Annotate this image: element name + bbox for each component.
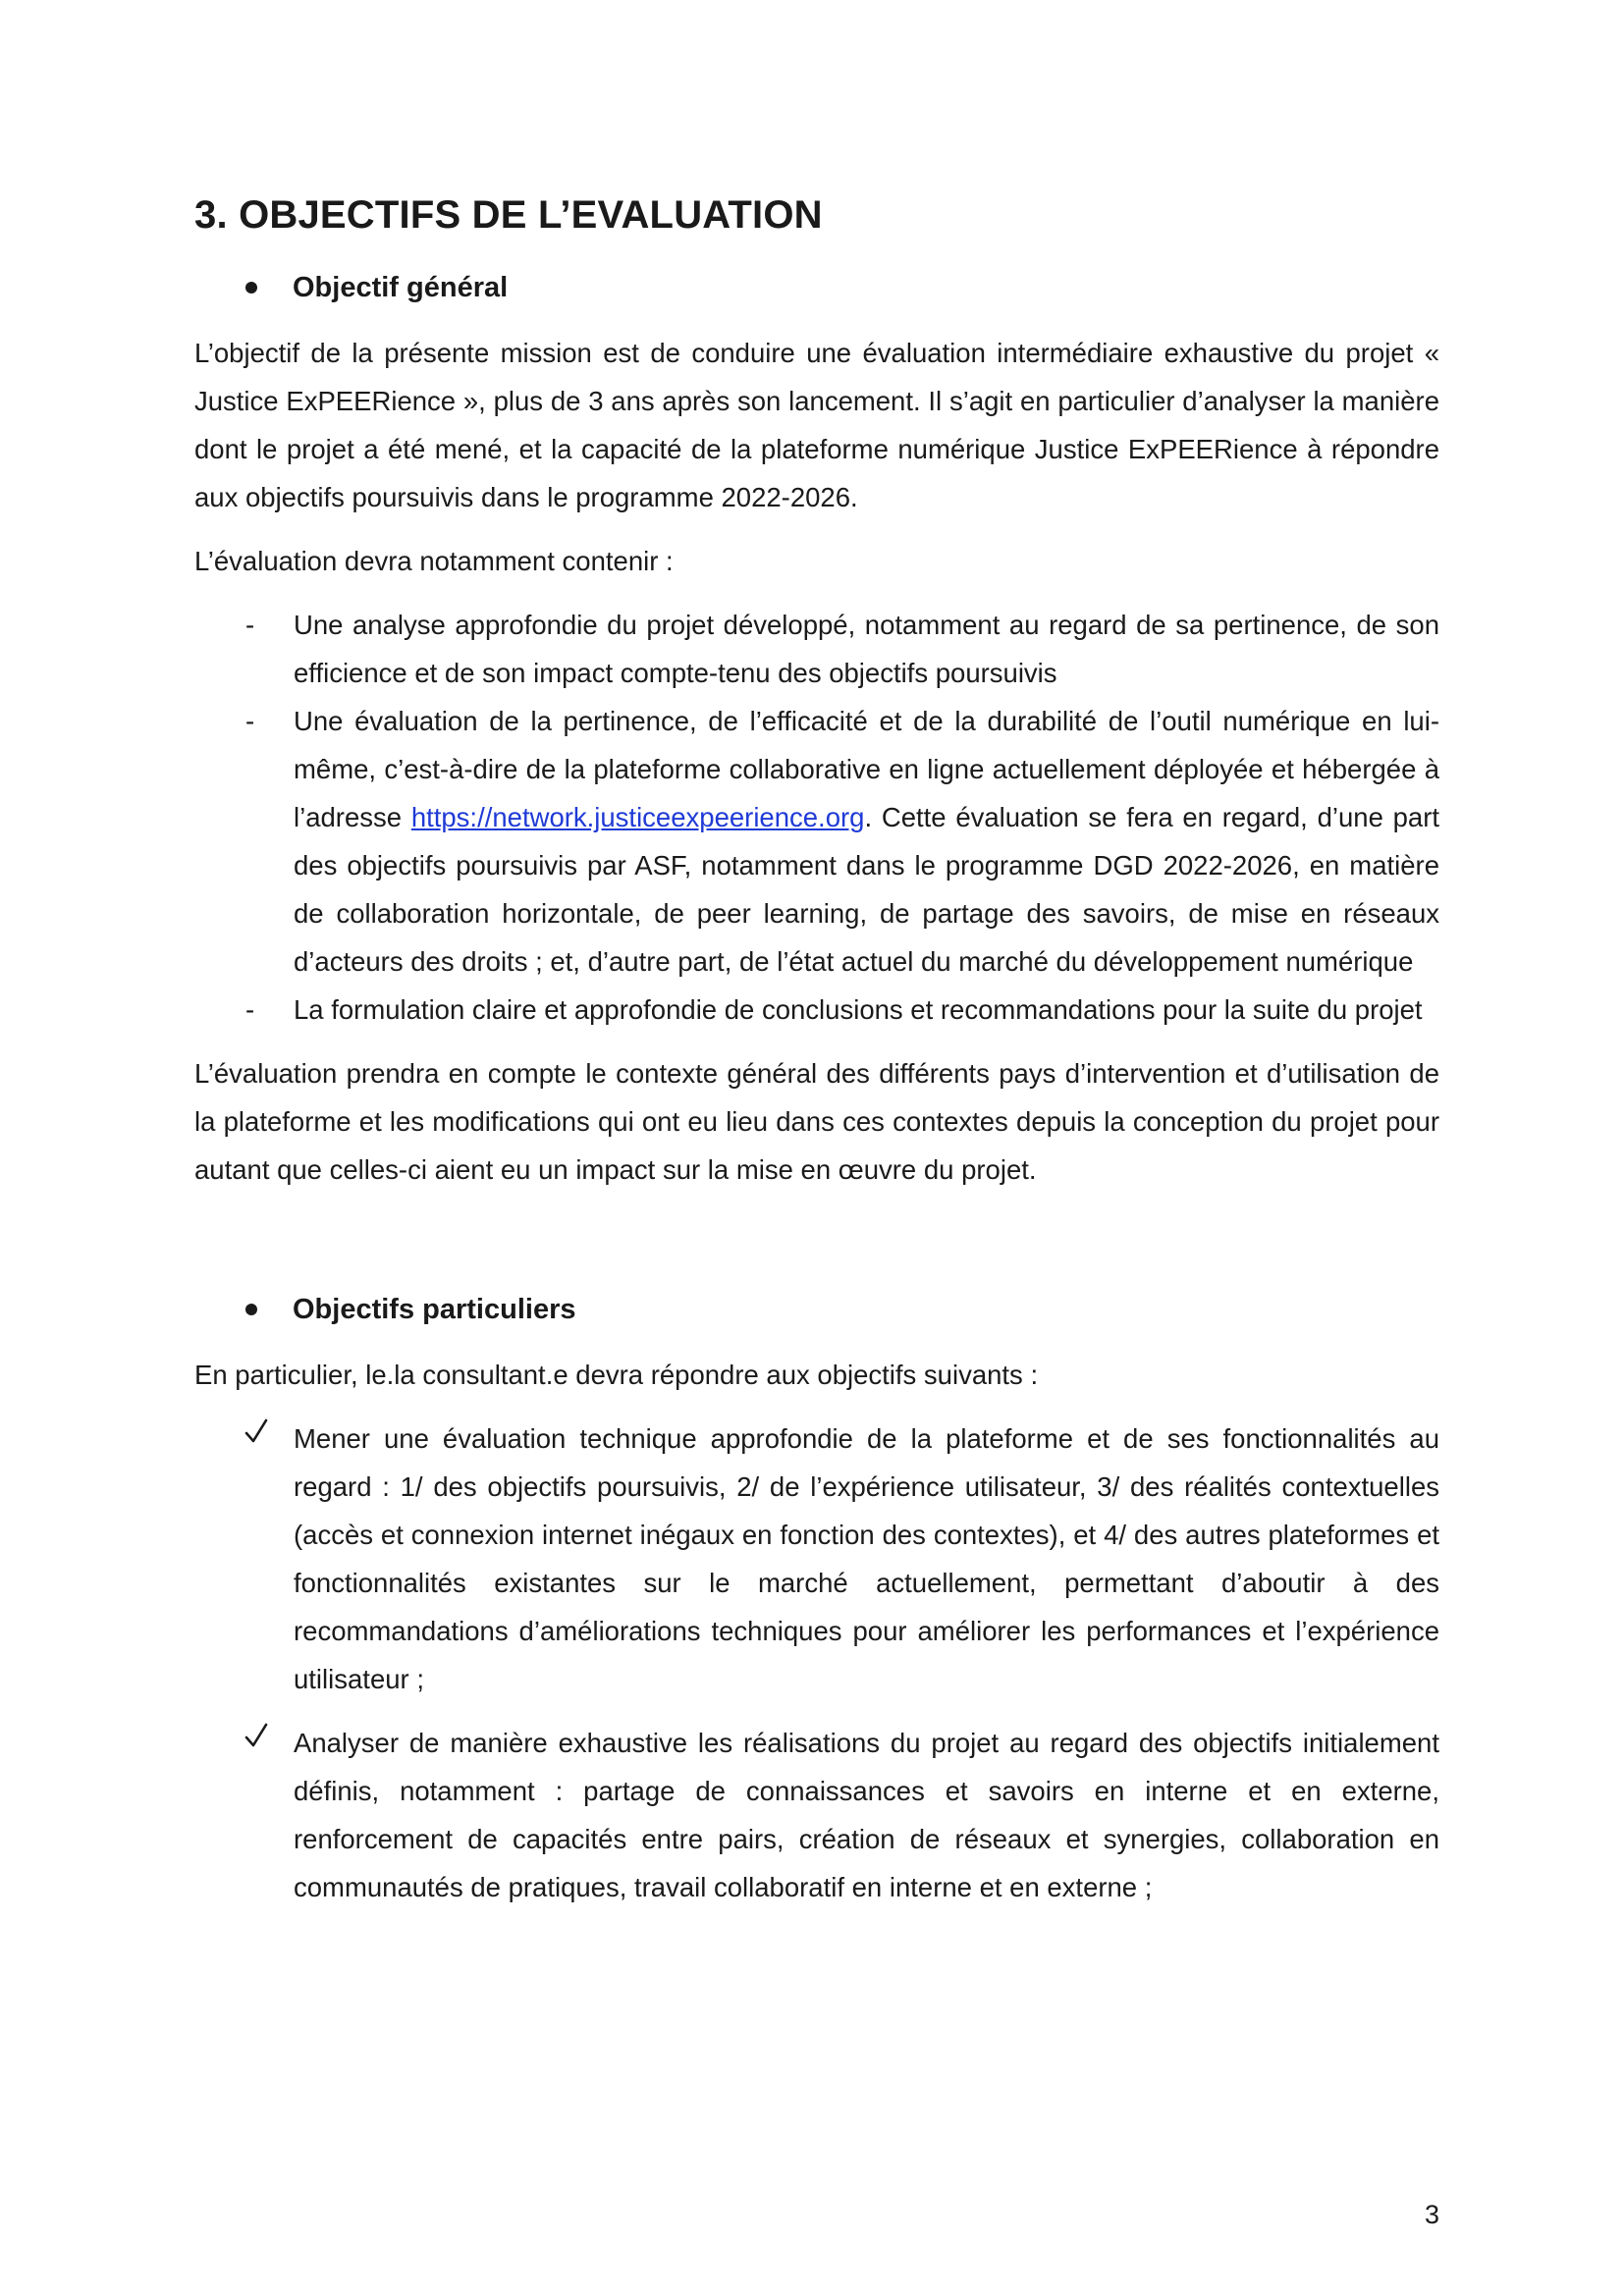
list-item — [194, 1719, 1439, 1911]
list-item — [194, 697, 1439, 986]
list-item-text: Mener une évaluation technique approfondie de la plateforme et de ses fonctionnalités au regard : 1/ des objectifs poursuivis, 2/ de l’expérience utilisateur, 3/ des réalités contextuelles (accès et connexion internet inégaux en fonction des contextes), et 4/ des autres plateformes et fonctionnalités existantes sur le marché actuellement, permettant d’aboutir à des recommandations d’améliorations techniques pour améliorer les performances et l’expérience utilisateur ; — [294, 1423, 1439, 1694]
general-intro-paragraph: L’objectif de la présente mission est de conduire une évaluation intermédiaire exhaustive du projet « Justice ExPEERience », plus de 3 ans après son lancement. Il s’agit en particulier d’analyser la manière dont le projet a été mené, et la capacité de la plateforme numérique Justice ExPEERience à répondre aux objectifs poursuivis dans le programme 2022-2026. — [194, 338, 1439, 512]
particular-objectives-heading — [245, 1290, 1439, 1329]
particular-lead-paragraph: En particulier, le.la consultant.e devra répondre aux objectifs suivants : — [194, 1360, 1039, 1390]
list-item — [194, 986, 1439, 1034]
page-number: 3 — [1424, 2200, 1439, 2229]
checkmark-icon — [244, 1416, 269, 1446]
platform-url-link[interactable]: https://network.justiceexpeerience.org — [410, 802, 865, 832]
list-item-text-after-link: . Cette évaluation se fera en regard, d’une part des objectifs poursuivis par ASF, notamment dans le programme DGD 2022-2026, en matière de collaboration horizontale, de peer learning, de partage des savoirs, de mise en réseaux d’acteurs des droits ; et, d’autre part, de l’état actuel du marché du développement numérique — [294, 802, 1439, 977]
particular-items-list — [194, 1415, 1439, 1911]
document-page — [194, 191, 1439, 1927]
list-item-text: Une analyse approfondie du projet développé, notamment au regard de sa pertinence, de son efficience et de son impact compte-tenu des objectifs poursuivis — [294, 610, 1439, 688]
bullet-dot-icon — [245, 1304, 257, 1315]
list-item-text-before-link: Une évaluation de la pertinence, de l’efficacité et de la durabilité de l’outil numérique en lui-même, c’est-à-dire de la plateforme collaborative en ligne actuellement déployée et hébergée à l’adresse — [294, 706, 1439, 832]
particular-objectives-heading-text: Objectifs particuliers — [293, 1294, 576, 1325]
general-lead-paragraph: L’évaluation devra notamment contenir : — [194, 546, 674, 576]
section-spacer — [194, 1209, 1439, 1290]
section-title: 3. OBJECTIFS DE L’EVALUATION — [194, 193, 823, 237]
general-objective-heading-text: Objectif général — [293, 272, 509, 303]
general-items-list — [194, 601, 1439, 1034]
dash-marker: - — [245, 610, 255, 640]
list-item-text: La formulation claire et approfondie de conclusions et recommandations pour la suite du projet — [294, 994, 1423, 1025]
list-item — [194, 1415, 1439, 1703]
general-closing-paragraph: L’évaluation prendra en compte le contexte général des différents pays d’intervention et d’utilisation de la plateforme et les modifications qui ont eu lieu dans ces contextes depuis la conception du projet pour autant que celles-ci aient eu un impact sur la mise en œuvre du projet. — [194, 1058, 1439, 1185]
dash-marker: - — [245, 994, 255, 1025]
list-item-text: Analyser de manière exhaustive les réalisations du projet au regard des objectifs initialement définis, notamment : partage de connaissances et savoirs en interne et en externe, renforcement de capacités entre pairs, création de réseaux et synergies, collaboration en communautés de pratiques, travail collaboratif en interne et en externe ; — [294, 1728, 1439, 1902]
dash-marker: - — [245, 706, 255, 736]
bullet-dot-icon — [245, 282, 257, 294]
checkmark-icon — [244, 1721, 269, 1750]
general-objective-heading — [245, 268, 1439, 307]
list-item — [194, 601, 1439, 697]
